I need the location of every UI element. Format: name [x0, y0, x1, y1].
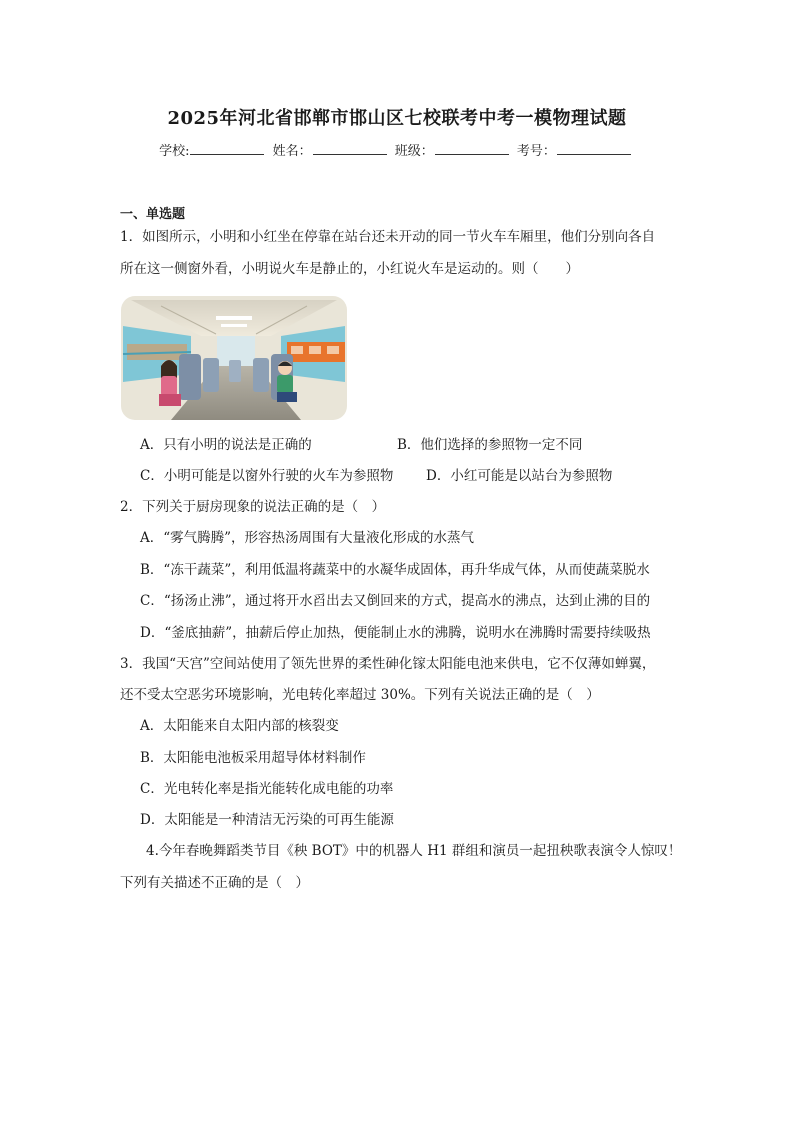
question-1-option-a[interactable]: A．只有小明的说法是正确的 — [140, 437, 312, 453]
question-2-option-c[interactable]: C．“扬汤止沸”，通过将开水舀出去又倒回来的方式，提高水的沸点，达到止沸的目的 — [140, 593, 651, 609]
question-1-option-d[interactable]: D．小红可能是以站台为参照物 — [426, 468, 613, 484]
question-4-line-2: 下列有关描述不正确的是（ ） — [120, 875, 309, 891]
question-3-option-d[interactable]: D．太阳能是一种清洁无污染的可再生能源 — [140, 812, 394, 828]
class-blank — [435, 142, 509, 155]
name-label: 姓名： — [272, 144, 312, 159]
train-carriage-illustration — [121, 296, 347, 420]
school-label: 学校: — [159, 144, 190, 159]
question-3-line-1: 3．我国“天宫”空间站使用了领先世界的柔性砷化镓太阳能电池来供电，它不仅薄如蝉翼， — [120, 656, 656, 672]
student-info-line — [0, 140, 794, 159]
exam-title: 2025年河北省邯郸市邯山区七校联考中考一模物理试题 — [167, 108, 627, 129]
question-2-line-1: 2．下列关于厨房现象的说法正确的是（ ） — [120, 499, 386, 515]
question-3-option-a[interactable]: A．太阳能来自太阳内部的核裂变 — [140, 718, 339, 734]
question-1-option-c[interactable]: C．小明可能是以窗外行驶的火车为参照物 — [140, 468, 394, 484]
question-3-line-2: 还不受太空恶劣环境影响，光电转化率超过 30%。下列有关说法正确的是（ ） — [120, 687, 600, 703]
class-label: 班级： — [394, 144, 434, 159]
number-blank — [557, 142, 631, 155]
question-4-line-1: 4.今年春晚舞蹈类节目《秧 BOT》中的机器人 H1 群组和演员一起扭秧歌表演令人惊叹！ — [146, 843, 682, 859]
number-label: 考号： — [516, 144, 556, 159]
question-1-option-b[interactable]: B．他们选择的参照物一定不同 — [397, 437, 583, 453]
question-2-option-b[interactable]: B．“冻干蔬菜”，利用低温将蔬菜中的水凝华成固体，再升华成气体，从而使蔬菜脱水 — [140, 562, 650, 578]
question-3-option-b[interactable]: B．太阳能电池板采用超导体材料制作 — [140, 750, 366, 766]
question-3-option-c[interactable]: C．光电转化率是指光能转化成电能的功率 — [140, 781, 394, 797]
question-2-option-a[interactable]: A．“雾气腾腾”，形容热汤周围有大量液化形成的水蒸气 — [140, 530, 475, 546]
question-1-line-1: 1．如图所示，小明和小红坐在停靠在站台还未开动的同一节火车车厢里，他们分别向各自 — [120, 229, 656, 245]
school-blank — [190, 142, 264, 155]
section-heading: 一、单选题 — [120, 207, 186, 222]
name-blank — [313, 142, 387, 155]
question-1-line-2: 所在这一侧窗外看，小明说火车是静止的，小红说火车是运动的。则（ ） — [120, 261, 579, 277]
question-2-option-d[interactable]: D．“釜底抽薪”，抽薪后停止加热，便能制止水的沸腾，说明水在沸腾时需要持续吸热 — [140, 625, 651, 641]
